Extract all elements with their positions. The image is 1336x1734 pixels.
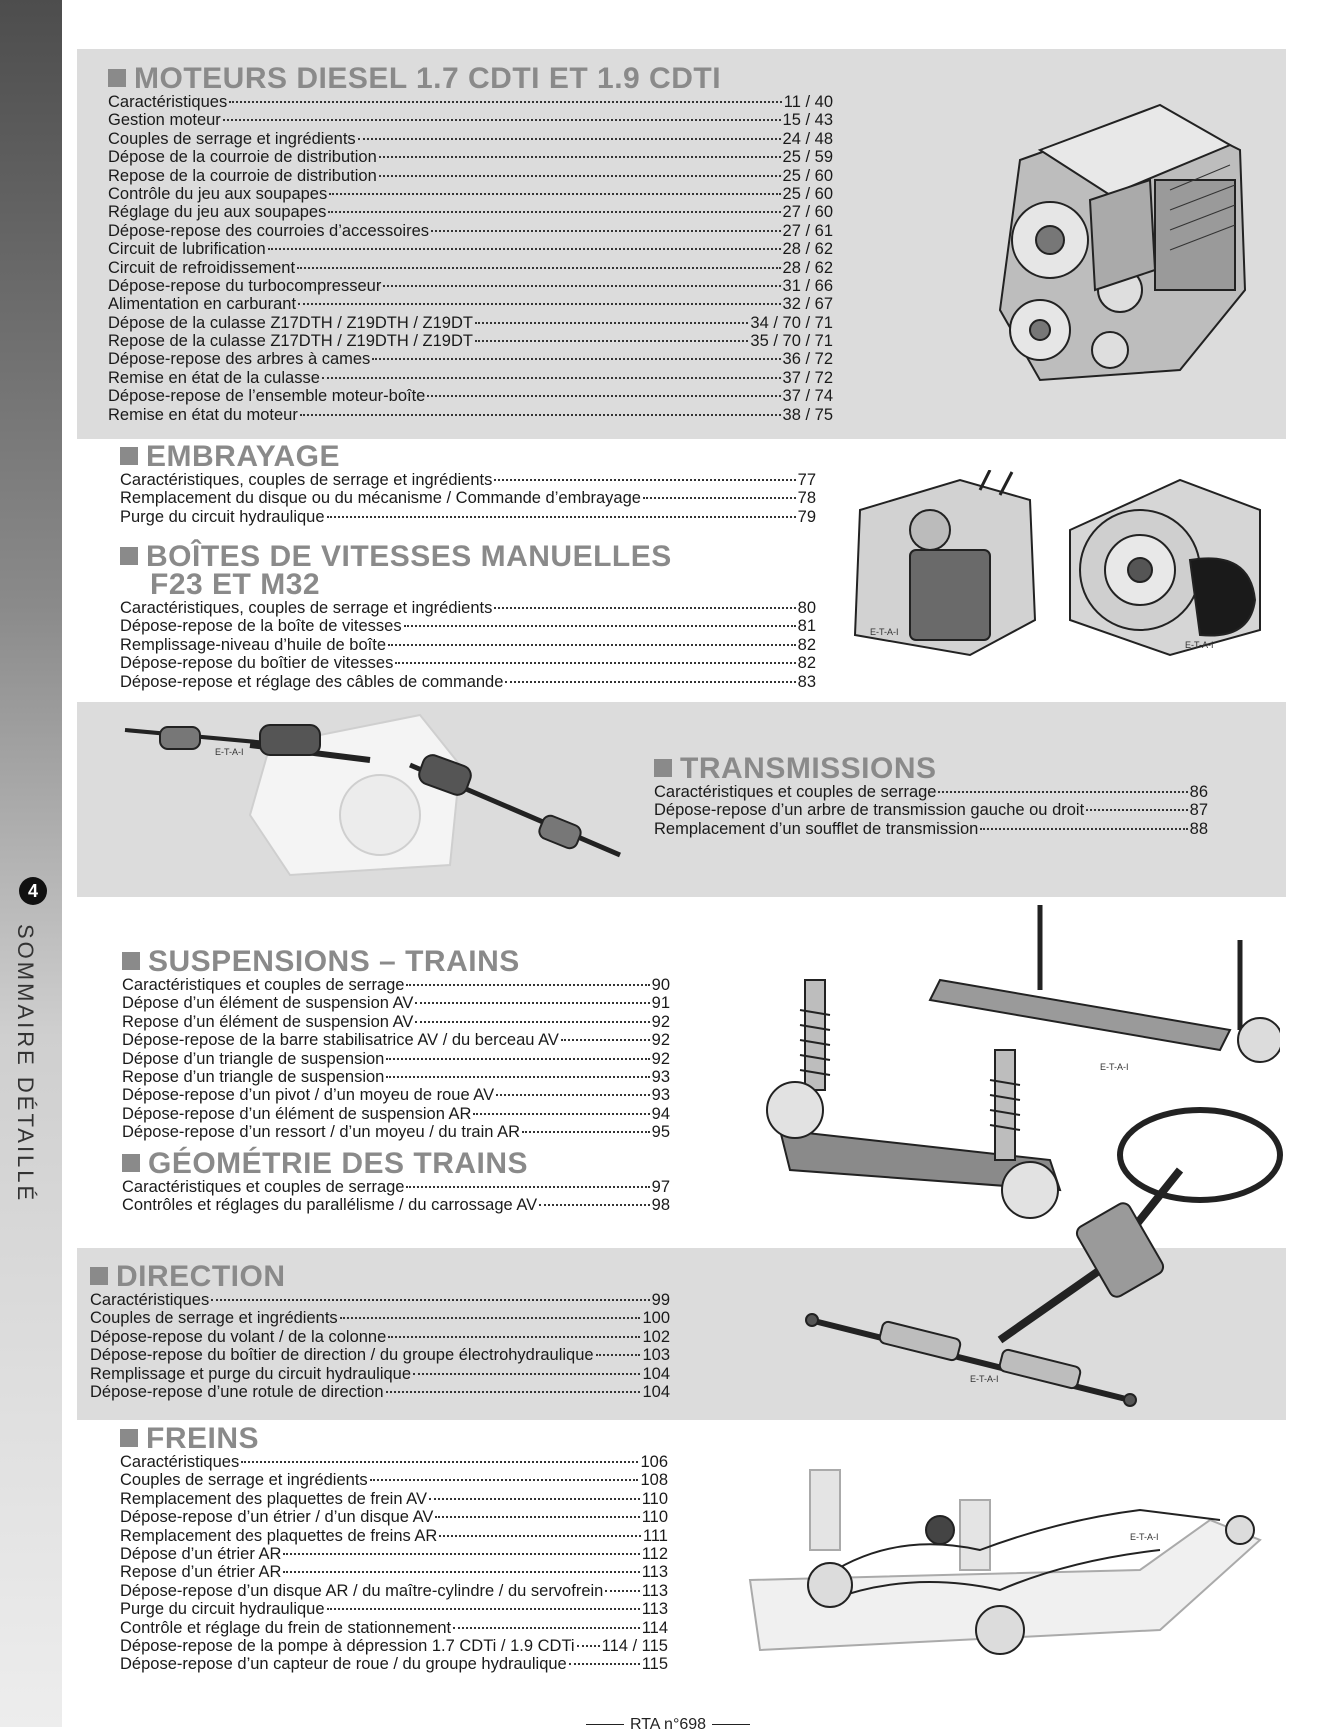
toc-entry-pages: 24 / 48 <box>782 129 833 148</box>
toc-dot-leader <box>241 1461 638 1463</box>
toc-entry-pages: 32 / 67 <box>782 295 833 314</box>
toc-dot-leader <box>395 662 795 664</box>
toc-entry-pages: 38 / 75 <box>782 405 833 424</box>
square-bullet-icon <box>120 547 138 565</box>
toc-entry-label: Dépose de la courroie de distribution <box>108 148 377 167</box>
toc-entry-pages: 15 / 43 <box>782 111 833 130</box>
toc-entry[interactable] <box>90 1346 670 1364</box>
section-suspensions <box>122 945 670 1142</box>
toc-list <box>108 93 833 424</box>
toc-entry-pages: 112 <box>641 1544 668 1563</box>
toc-entry[interactable] <box>120 636 816 654</box>
toc-entry-pages: 86 <box>1189 783 1208 801</box>
toc-entry-label: Remplacement des plaquettes de freins AR <box>120 1526 438 1545</box>
toc-dot-leader <box>329 193 780 195</box>
toc-entry-label: Dépose-repose d’une rotule de direction <box>90 1382 384 1401</box>
toc-entry[interactable] <box>108 130 833 148</box>
toc-entry[interactable] <box>108 185 833 203</box>
toc-entry-pages: 113 <box>641 1600 668 1619</box>
toc-entry-pages: 79 <box>797 507 816 526</box>
toc-entry-pages: 90 <box>651 976 670 994</box>
toc-entry-label: Dépose-repose d’un disque AR / du maître-cylindre / du servofrein <box>120 1581 604 1600</box>
toc-entry[interactable] <box>90 1309 670 1327</box>
toc-dot-leader <box>475 322 748 324</box>
toc-entry-pages: 114 <box>641 1618 668 1637</box>
toc-entry-label: Remplissage et purge du circuit hydraulique <box>90 1364 412 1383</box>
toc-dot-leader <box>429 1498 640 1500</box>
section-title: EMBRAYAGE <box>120 443 816 471</box>
toc-entry-pages: 100 <box>642 1309 670 1328</box>
toc-entry-label: Caractéristiques et couples de serrage <box>122 1178 405 1196</box>
toc-list <box>120 599 816 691</box>
toc-dot-leader <box>386 1058 649 1060</box>
toc-entry-pages: 25 / 59 <box>782 148 833 167</box>
toc-entry[interactable] <box>120 471 816 489</box>
toc-dot-leader <box>938 791 1187 793</box>
toc-entry-pages: 114 / 115 <box>601 1636 668 1655</box>
toc-entry-pages: 31 / 66 <box>782 276 833 295</box>
toc-entry[interactable] <box>120 1563 668 1581</box>
toc-dot-leader <box>388 644 796 646</box>
toc-entry[interactable] <box>122 1031 670 1049</box>
toc-entry-label: Dépose-repose du volant / de la colonne <box>90 1327 387 1346</box>
toc-dot-leader <box>383 285 780 287</box>
toc-list <box>654 783 1208 838</box>
toc-entry-label: Dépose d’un triangle de suspension <box>122 1049 385 1068</box>
toc-entry[interactable] <box>108 314 833 332</box>
toc-dot-leader <box>406 984 649 986</box>
footer-rule <box>712 1724 750 1725</box>
toc-entry-label: Circuit de lubrification <box>108 240 266 259</box>
toc-entry[interactable] <box>120 1619 668 1637</box>
toc-entry-pages: 34 / 70 / 71 <box>750 313 833 332</box>
toc-dot-leader <box>439 1535 641 1537</box>
toc-entry-pages: 99 <box>651 1291 670 1309</box>
toc-entry[interactable] <box>120 1582 668 1600</box>
toc-entry-pages: 87 <box>1189 801 1208 820</box>
toc-dot-leader <box>453 1627 640 1629</box>
toc-entry[interactable] <box>120 1655 668 1673</box>
toc-entry-label: Remise en état de la culasse <box>108 368 320 387</box>
toc-entry[interactable] <box>108 332 833 350</box>
toc-dot-leader <box>505 681 795 683</box>
toc-dot-leader <box>522 1131 650 1133</box>
toc-entry-label: Contrôles et réglages du parallélisme / du carrossage AV <box>122 1196 538 1215</box>
toc-dot-leader <box>283 1553 639 1555</box>
toc-dot-leader <box>388 1336 640 1338</box>
toc-entry-pages: 27 / 60 <box>782 203 833 222</box>
section-transmissions <box>654 752 1208 838</box>
toc-entry-pages: 28 / 62 <box>782 240 833 259</box>
toc-entry[interactable] <box>108 240 833 258</box>
toc-entry-label: Repose d’un élément de suspension AV <box>122 1012 414 1031</box>
toc-entry[interactable] <box>108 167 833 185</box>
toc-entry-label: Dépose-repose de la pompe à dépression 1.7 CDTi / 1.9 CDTi <box>120 1636 575 1655</box>
section-title: MOTEURS DIESEL 1.7 CDTI ET 1.9 CDTI <box>108 65 833 93</box>
toc-entry-pages: 83 <box>797 672 816 691</box>
section-title: SUSPENSIONS – TRAINS <box>122 948 670 976</box>
gearbox-illustration-right <box>1060 470 1270 660</box>
toc-entry[interactable] <box>122 1123 670 1141</box>
toc-entry[interactable] <box>120 1637 668 1655</box>
toc-entry-pages: 28 / 62 <box>782 258 833 277</box>
toc-dot-leader <box>386 1076 649 1078</box>
section-moteurs <box>108 62 833 424</box>
toc-entry[interactable] <box>122 1050 670 1068</box>
toc-entry-pages: 78 <box>797 489 816 508</box>
toc-entry-label: Dépose-repose du turbocompresseur <box>108 276 382 295</box>
toc-entry-pages: 103 <box>642 1346 670 1365</box>
toc-entry[interactable] <box>90 1383 670 1401</box>
toc-entry-label: Dépose d’un élément de suspension AV <box>122 994 414 1013</box>
toc-list <box>122 976 670 1142</box>
etai-watermark: E-T-A-I <box>970 1374 999 1384</box>
toc-entry-pages: 37 / 74 <box>782 387 833 406</box>
toc-entry-label: Dépose-repose d’un ressort / d’un moyeu / du train AR <box>122 1123 521 1142</box>
toc-entry[interactable] <box>108 406 833 424</box>
toc-dot-leader <box>643 497 796 499</box>
square-bullet-icon <box>654 759 672 777</box>
toc-entry-label: Remplissage-niveau d’huile de boîte <box>120 635 386 654</box>
toc-dot-leader <box>596 1354 641 1356</box>
toc-dot-leader <box>415 1002 649 1004</box>
sidebar-title: SOMMAIRE DÉTAILLÉ <box>13 924 38 1204</box>
toc-entry[interactable] <box>108 203 833 221</box>
toc-entry-pages: 102 <box>642 1327 670 1346</box>
toc-entry-label: Couples de serrage et ingrédients <box>120 1471 368 1490</box>
toc-entry-label: Caractéristiques <box>120 1453 240 1471</box>
toc-dot-leader <box>322 377 781 379</box>
square-bullet-icon <box>122 1154 140 1172</box>
toc-entry-label: Dépose-repose de la barre stabilisatrice AV / du berceau AV <box>122 1031 559 1050</box>
square-bullet-icon <box>120 1429 138 1447</box>
toc-entry-pages: 36 / 72 <box>782 350 833 369</box>
toc-entry[interactable] <box>108 93 833 111</box>
page-number-badge: 4 <box>19 877 47 905</box>
toc-entry[interactable] <box>122 1196 670 1214</box>
toc-entry-pages: 110 <box>641 1508 668 1527</box>
toc-entry-pages: 35 / 70 / 71 <box>750 332 833 351</box>
toc-list <box>120 471 816 526</box>
toc-dot-leader <box>496 1094 650 1096</box>
section-direction <box>90 1260 670 1401</box>
toc-entry[interactable] <box>122 994 670 1012</box>
toc-entry-label: Purge du circuit hydraulique <box>120 1600 325 1619</box>
toc-entry[interactable] <box>120 1508 668 1526</box>
toc-entry-label: Dépose d’un étrier AR <box>120 1544 282 1563</box>
toc-dot-leader <box>475 340 748 342</box>
toc-entry[interactable] <box>108 259 833 277</box>
toc-entry-label: Dépose-repose et réglage des câbles de commande <box>120 672 504 691</box>
toc-dot-leader <box>297 267 780 269</box>
etai-watermark: E-T-A-I <box>215 747 244 757</box>
toc-entry-pages: 113 <box>641 1581 668 1600</box>
toc-entry-label: Repose d’un étrier AR <box>120 1563 282 1582</box>
section-freins <box>120 1422 668 1674</box>
toc-entry-label: Dépose-repose du boîtier de direction / du groupe électrohydraulique <box>90 1346 594 1365</box>
toc-dot-leader <box>561 1039 650 1041</box>
toc-dot-leader <box>473 1113 649 1115</box>
toc-entry[interactable] <box>120 654 816 672</box>
toc-entry-label: Dépose-repose des courroies d’accessoires <box>108 221 429 240</box>
toc-entry[interactable] <box>90 1291 670 1309</box>
toc-entry-pages: 104 <box>642 1364 670 1383</box>
toc-entry-label: Caractéristiques et couples de serrage <box>122 976 405 994</box>
toc-entry-label: Réglage du jeu aux soupapes <box>108 203 327 222</box>
toc-entry-label: Dépose-repose d’un pivot / d’un moyeu de roue AV <box>122 1086 495 1105</box>
section-title: FREINS <box>120 1425 668 1453</box>
toc-dot-leader <box>569 1663 640 1665</box>
toc-entry[interactable] <box>108 295 833 313</box>
toc-entry[interactable] <box>120 1600 668 1618</box>
toc-entry-label: Repose de la culasse Z17DTH / Z19DTH / Z19DT <box>108 332 473 351</box>
toc-entry[interactable] <box>108 222 833 240</box>
section-title: BOÎTES DE VITESSES MANUELLES F23 ET M32 <box>120 543 816 599</box>
toc-entry-pages: 91 <box>651 994 670 1013</box>
toc-entry-label: Contrôle du jeu aux soupapes <box>108 184 328 203</box>
toc-dot-leader <box>328 211 780 213</box>
etai-watermark: E-T-A-I <box>1185 640 1214 650</box>
square-bullet-icon <box>120 447 138 465</box>
toc-entry[interactable] <box>654 820 1208 838</box>
toc-dot-leader <box>404 625 796 627</box>
toc-dot-leader <box>605 1590 639 1592</box>
toc-entry[interactable] <box>120 673 816 691</box>
toc-entry[interactable] <box>108 277 833 295</box>
toc-dot-leader <box>427 395 780 397</box>
footer-rule <box>586 1724 624 1725</box>
toc-entry-label: Caractéristiques <box>108 93 228 111</box>
toc-entry[interactable] <box>122 1086 670 1104</box>
toc-entry-pages: 113 <box>641 1563 668 1582</box>
toc-list <box>90 1291 670 1401</box>
gearbox-illustration-left <box>840 470 1050 660</box>
toc-dot-leader <box>980 828 1187 830</box>
toc-dot-leader <box>494 607 795 609</box>
toc-dot-leader <box>340 1317 641 1319</box>
toc-dot-leader <box>223 119 781 121</box>
section-title: DIRECTION <box>90 1263 670 1291</box>
toc-entry-label: Caractéristiques, couples de serrage et ingrédients <box>120 471 493 489</box>
toc-entry[interactable] <box>120 1490 668 1508</box>
toc-entry-label: Repose d’un triangle de suspension <box>122 1067 385 1086</box>
toc-entry[interactable] <box>120 1453 668 1471</box>
toc-entry-pages: 37 / 72 <box>782 368 833 387</box>
toc-entry-label: Couples de serrage et ingrédients <box>108 129 356 148</box>
toc-entry-pages: 95 <box>651 1123 670 1142</box>
toc-dot-leader <box>298 303 781 305</box>
toc-entry-label: Dépose-repose de la boîte de vitesses <box>120 617 402 636</box>
toc-dot-leader <box>539 1204 649 1206</box>
toc-dot-leader <box>268 248 781 250</box>
toc-dot-leader <box>435 1516 639 1518</box>
toc-entry-label: Caractéristiques et couples de serrage <box>654 783 937 801</box>
toc-entry-label: Circuit de refroidissement <box>108 258 296 277</box>
toc-entry-label: Dépose-repose des arbres à cames <box>108 350 371 369</box>
toc-dot-leader <box>327 1608 640 1610</box>
toc-entry[interactable] <box>122 1178 670 1196</box>
toc-entry[interactable] <box>654 783 1208 801</box>
toc-entry-label: Couples de serrage et ingrédients <box>90 1309 338 1328</box>
toc-entry-pages: 77 <box>797 471 816 489</box>
toc-list <box>120 1453 668 1674</box>
section-geometrie <box>122 1147 670 1215</box>
toc-entry-label: Dépose-repose de l’ensemble moteur-boîte <box>108 387 426 406</box>
toc-dot-leader <box>327 516 796 518</box>
toc-dot-leader <box>415 1021 649 1023</box>
square-bullet-icon <box>122 952 140 970</box>
toc-dot-leader <box>379 175 781 177</box>
toc-entry-label: Repose de la courroie de distribution <box>108 166 377 185</box>
sidebar-strip <box>0 0 62 1727</box>
toc-entry-label: Dépose de la culasse Z17DTH / Z19DTH / Z19DT <box>108 313 473 332</box>
toc-entry-pages: 27 / 61 <box>782 221 833 240</box>
toc-dot-leader <box>431 230 781 232</box>
toc-entry-label: Remplacement d’un soufflet de transmission <box>654 819 979 838</box>
toc-entry-label: Caractéristiques, couples de serrage et ingrédients <box>120 599 493 617</box>
toc-entry[interactable] <box>90 1328 670 1346</box>
toc-entry-pages: 108 <box>640 1471 668 1490</box>
toc-entry-pages: 92 <box>651 1031 670 1050</box>
toc-entry-pages: 92 <box>651 1049 670 1068</box>
toc-entry[interactable] <box>108 148 833 166</box>
toc-dot-leader <box>386 1391 641 1393</box>
toc-entry-pages: 80 <box>797 599 816 617</box>
toc-entry-label: Remise en état du moteur <box>108 405 298 424</box>
toc-entry-pages: 93 <box>651 1067 670 1086</box>
toc-entry-label: Alimentation en carburant <box>108 295 297 314</box>
toc-entry[interactable] <box>654 801 1208 819</box>
toc-entry-pages: 98 <box>651 1196 670 1215</box>
section-embrayage <box>120 440 816 526</box>
toc-entry[interactable] <box>90 1365 670 1383</box>
toc-dot-leader <box>577 1645 600 1647</box>
toc-entry[interactable] <box>120 599 816 617</box>
toc-dot-leader <box>229 101 782 103</box>
toc-entry-pages: 93 <box>651 1086 670 1105</box>
toc-dot-leader <box>406 1186 649 1188</box>
toc-entry[interactable] <box>120 1545 668 1563</box>
toc-entry[interactable] <box>108 369 833 387</box>
toc-entry-pages: 92 <box>651 1012 670 1031</box>
footer-text: RTA n°698 <box>629 1716 707 1733</box>
toc-entry-pages: 82 <box>797 635 816 654</box>
toc-entry[interactable] <box>120 617 816 635</box>
toc-entry-label: Caractéristiques <box>90 1291 210 1309</box>
toc-entry-label: Purge du circuit hydraulique <box>120 507 325 526</box>
toc-entry[interactable] <box>120 1527 668 1545</box>
toc-entry-pages: 81 <box>797 617 816 636</box>
toc-entry-pages: 97 <box>651 1178 670 1196</box>
footer <box>0 1716 1336 1734</box>
toc-dot-leader <box>211 1299 649 1301</box>
toc-entry-label: Remplacement du disque ou du mécanisme / Commande d’embrayage <box>120 489 641 508</box>
toc-entry[interactable] <box>120 1471 668 1489</box>
etai-watermark: E-T-A-I <box>1100 1062 1129 1072</box>
etai-watermark: E-T-A-I <box>870 627 899 637</box>
toc-entry-pages: 82 <box>797 654 816 673</box>
toc-entry[interactable] <box>108 350 833 368</box>
toc-entry-pages: 104 <box>642 1382 670 1401</box>
toc-entry[interactable] <box>122 1068 670 1086</box>
toc-entry-pages: 25 / 60 <box>782 184 833 203</box>
square-bullet-icon <box>90 1267 108 1285</box>
toc-list <box>122 1178 670 1215</box>
toc-entry[interactable] <box>122 1013 670 1031</box>
section-title: TRANSMISSIONS <box>654 755 1208 783</box>
toc-dot-leader <box>370 1479 639 1481</box>
toc-dot-leader <box>372 358 780 360</box>
toc-entry[interactable] <box>108 111 833 129</box>
toc-entry[interactable] <box>108 387 833 405</box>
toc-entry-label: Dépose-repose d’un capteur de roue / du groupe hydraulique <box>120 1655 567 1674</box>
toc-entry-pages: 115 <box>641 1655 668 1674</box>
toc-entry-label: Dépose-repose d’un élément de suspension AR <box>122 1104 472 1123</box>
steering-illustration <box>800 1100 1290 1440</box>
toc-entry-pages: 25 / 60 <box>782 166 833 185</box>
toc-entry-label: Dépose-repose du boîtier de vitesses <box>120 654 394 673</box>
toc-entry-pages: 94 <box>651 1104 670 1123</box>
section-title: GÉOMÉTRIE DES TRAINS <box>122 1150 670 1178</box>
toc-entry-label: Gestion moteur <box>108 111 221 130</box>
toc-dot-leader <box>413 1373 640 1375</box>
toc-entry[interactable] <box>122 1105 670 1123</box>
toc-dot-leader <box>494 479 795 481</box>
toc-dot-leader <box>300 414 781 416</box>
brakes-illustration <box>740 1460 1270 1670</box>
toc-entry[interactable] <box>120 508 816 526</box>
toc-dot-leader <box>283 1571 639 1573</box>
etai-watermark: E-T-A-I <box>1130 1532 1159 1542</box>
toc-entry-label: Remplacement des plaquettes de frein AV <box>120 1489 427 1508</box>
toc-entry-pages: 110 <box>641 1489 668 1508</box>
toc-entry-label: Dépose-repose d’un arbre de transmission gauche ou droit <box>654 801 1085 820</box>
toc-entry-label: Dépose-repose d’un étrier / d’un disque AV <box>120 1508 434 1527</box>
toc-entry-pages: 11 / 40 <box>783 93 833 111</box>
toc-entry-pages: 88 <box>1189 819 1208 838</box>
toc-entry-pages: 106 <box>640 1453 668 1471</box>
toc-dot-leader <box>358 138 781 140</box>
section-boites <box>120 540 816 691</box>
square-bullet-icon <box>108 69 126 87</box>
toc-entry[interactable] <box>122 976 670 994</box>
toc-dot-leader <box>1086 809 1187 811</box>
toc-entry[interactable] <box>120 489 816 507</box>
toc-entry-label: Contrôle et réglage du frein de stationnement <box>120 1618 452 1637</box>
toc-dot-leader <box>379 156 781 158</box>
driveshaft-illustration <box>120 705 640 885</box>
engine-illustration <box>980 90 1270 400</box>
toc-entry-pages: 111 <box>642 1526 668 1545</box>
